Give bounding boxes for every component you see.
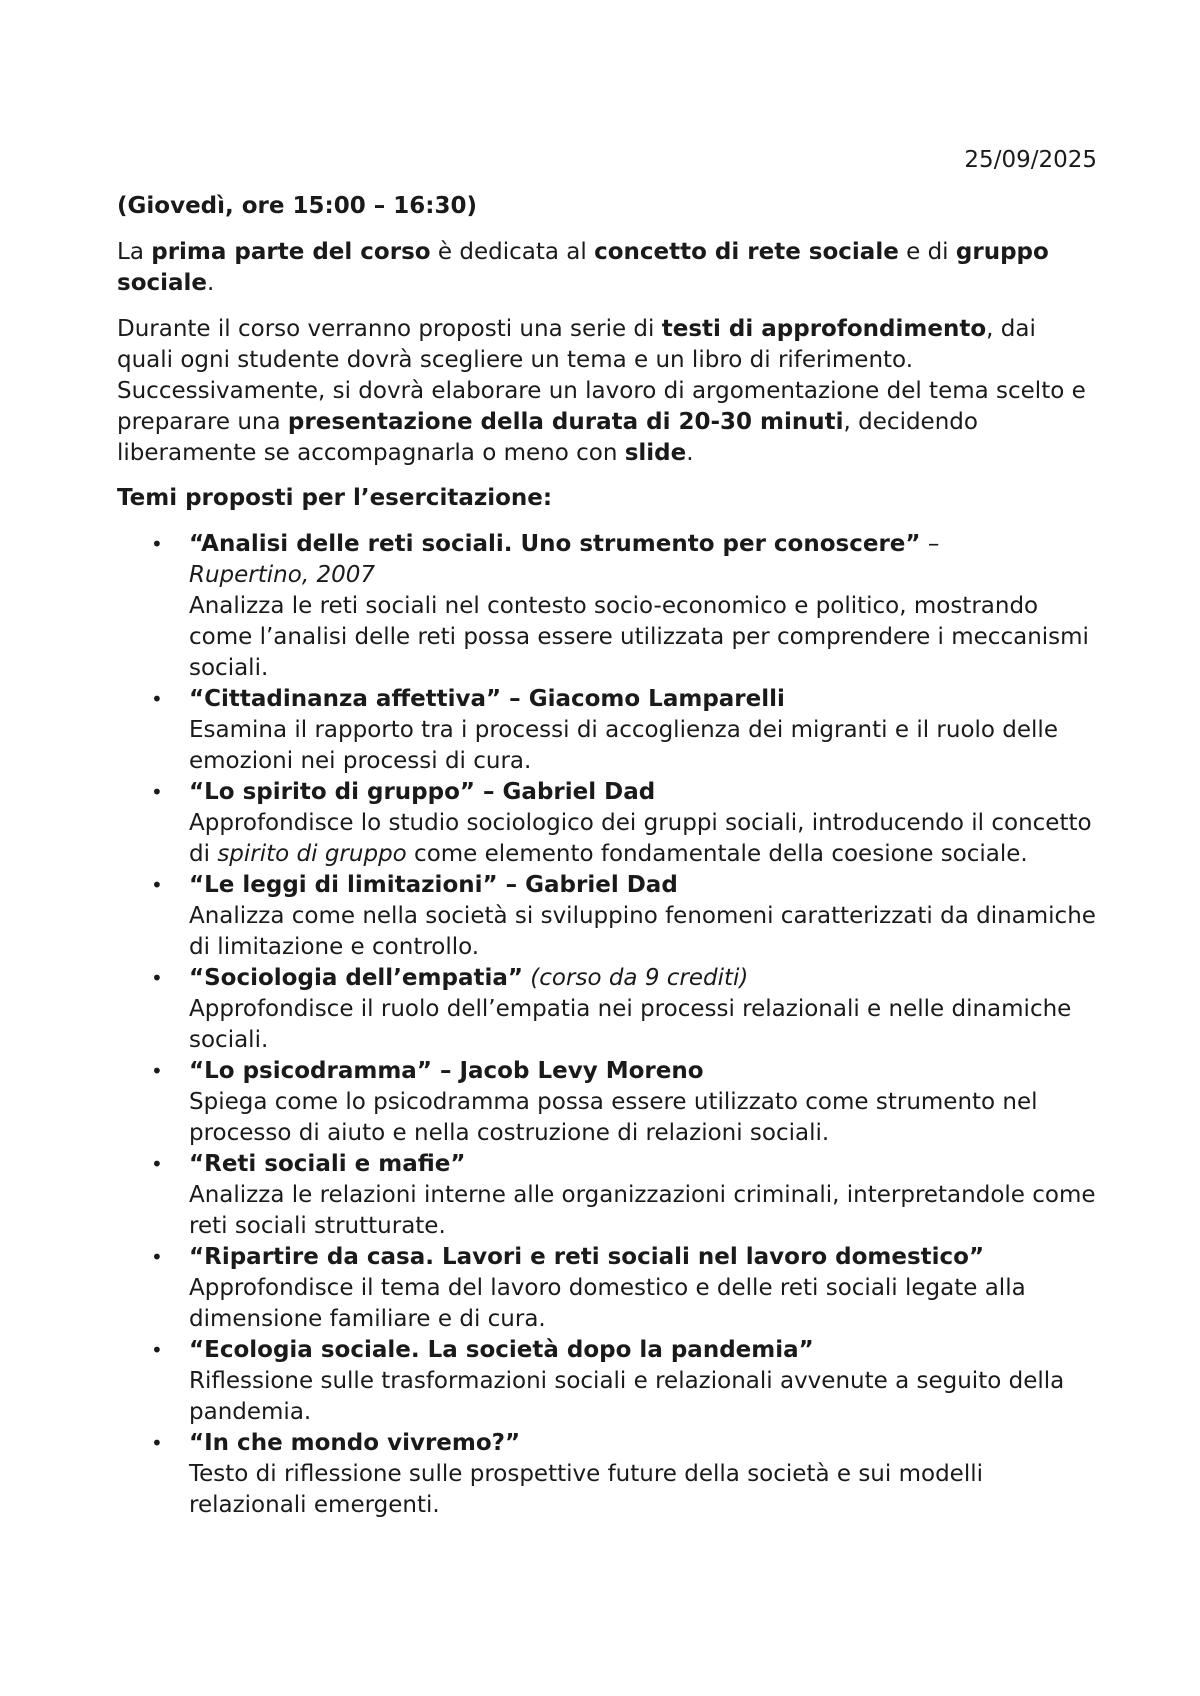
session-time: (Giovedì, ore 15:00 – 16:30) [117,193,477,219]
bullet-icon: • [151,1431,163,1455]
theme-separator: – [920,531,940,557]
theme-item [117,1149,1097,1242]
intro-text: La [117,239,152,265]
intro-text: e di [898,239,956,265]
bullet-icon: • [151,780,163,804]
themes-list [117,529,1097,1521]
course-bold-slide: slide [624,440,687,466]
theme-item [117,1335,1097,1428]
theme-description: Analizza le relazioni interne alle organizzazioni criminali, interpretandole come reti sociali strutturate. [189,1182,1096,1239]
intro-paragraph [117,237,1097,299]
intro-bold-social-network: concetto di rete sociale [594,239,899,265]
theme-description: Testo di riflessione sulle prospettive future della società e sui modelli relazionali emergenti. [189,1461,983,1518]
theme-item [117,529,1097,684]
theme-description: Analizza le reti sociali nel contesto socio-economico e politico, mostrando come l’analisi delle reti possa essere utilizzata per comprendere i meccanismi sociali. [189,593,1089,681]
intro-bold-social-group: gruppo sociale [117,239,1049,296]
bullet-icon: • [151,687,163,711]
theme-title: “Ecologia sociale. La società dopo la pandemia” [189,1337,814,1363]
bullet-icon: • [151,1152,163,1176]
theme-title: “Analisi delle reti sociali. Uno strumento per conoscere” [189,531,921,557]
intro-text: è dedicata al [430,239,595,265]
theme-description-text: come elemento fondamentale della coesione sociale. [406,841,1028,867]
theme-item [117,963,1097,1056]
themes-heading: Temi proposti per l’esercitazione: [117,485,553,511]
theme-title: “Cittadinanza affettiva” – Giacomo Lamparelli [189,686,785,712]
bullet-icon: • [151,532,163,556]
course-text: , decidendo liberamente se accompagnarla o meno con [117,409,978,466]
theme-title: “Sociologia dell’empatia” [189,965,523,991]
theme-note: (corso da 9 crediti) [523,965,749,991]
bullet-icon: • [151,873,163,897]
bullet-icon: • [151,966,163,990]
bullet-icon: • [151,1059,163,1083]
theme-description: Analizza come nella società si sviluppino fenomeni caratterizzati da dinamiche di limitazione e controllo. [189,903,1096,960]
theme-title: “Lo spirito di gruppo” – Gabriel Dad [189,779,656,805]
theme-description: Approfondisce il ruolo dell’empatia nei processi relazionali e nelle dinamiche sociali. [189,996,1072,1053]
course-bold-texts: testi di approfondimento [661,316,987,342]
course-bold-presentation: presentazione della durata di 20-30 minuti [287,409,844,435]
intro-bold-first-part: prima parte del corso [151,239,431,265]
theme-description: Spiega come lo psicodramma possa essere utilizzato come strumento nel processo di aiuto e nella costruzione di relazioni sociali. [189,1089,1038,1146]
theme-title: “Le leggi di limitazioni” – Gabriel Dad [189,872,678,898]
theme-description [189,808,1097,870]
theme-item [117,1242,1097,1335]
theme-description-text: Approfondisce lo studio sociologico dei gruppi sociali, introducendo il concetto di [189,810,1092,867]
course-text: , dai quali ogni studente dovrà scegliere un tema e un libro di riferimento. Successivamente, si dovrà elaborare un lavoro di argomentazione del tema scelto e preparare una [117,316,1086,435]
theme-item [117,777,1097,870]
theme-item [117,1056,1097,1149]
theme-item [117,684,1097,777]
theme-author: Rupertino, 2007 [189,562,375,588]
theme-title: “Reti sociali e mafie” [189,1151,466,1177]
intro-text: . [207,270,215,296]
bullet-icon: • [151,1338,163,1362]
theme-description: Riflessione sulle trasformazioni sociali e relazionali avvenute a seguito della pandemia. [189,1368,1065,1425]
course-text: . [686,440,694,466]
course-text: Durante il corso verranno proposti una serie di [117,316,662,342]
theme-title: “In che mondo vivremo?” [189,1430,521,1456]
theme-title: “Ripartire da casa. Lavori e reti sociali nel lavoro domestico” [189,1244,985,1270]
document-date: 25/09/2025 [964,147,1097,173]
course-paragraph [117,314,1097,469]
bullet-icon: • [151,1245,163,1269]
theme-description: Approfondisce il tema del lavoro domestico e delle reti sociali legate alla dimensione familiare e di cura. [189,1275,1026,1332]
theme-description-italic: spirito di gruppo [217,841,407,867]
theme-item [117,1428,1097,1521]
theme-description: Esamina il rapporto tra i processi di accoglienza dei migranti e il ruolo delle emozioni nei processi di cura. [189,717,1058,774]
theme-title: “Lo psicodramma” – Jacob Levy Moreno [189,1058,704,1084]
theme-item [117,870,1097,963]
